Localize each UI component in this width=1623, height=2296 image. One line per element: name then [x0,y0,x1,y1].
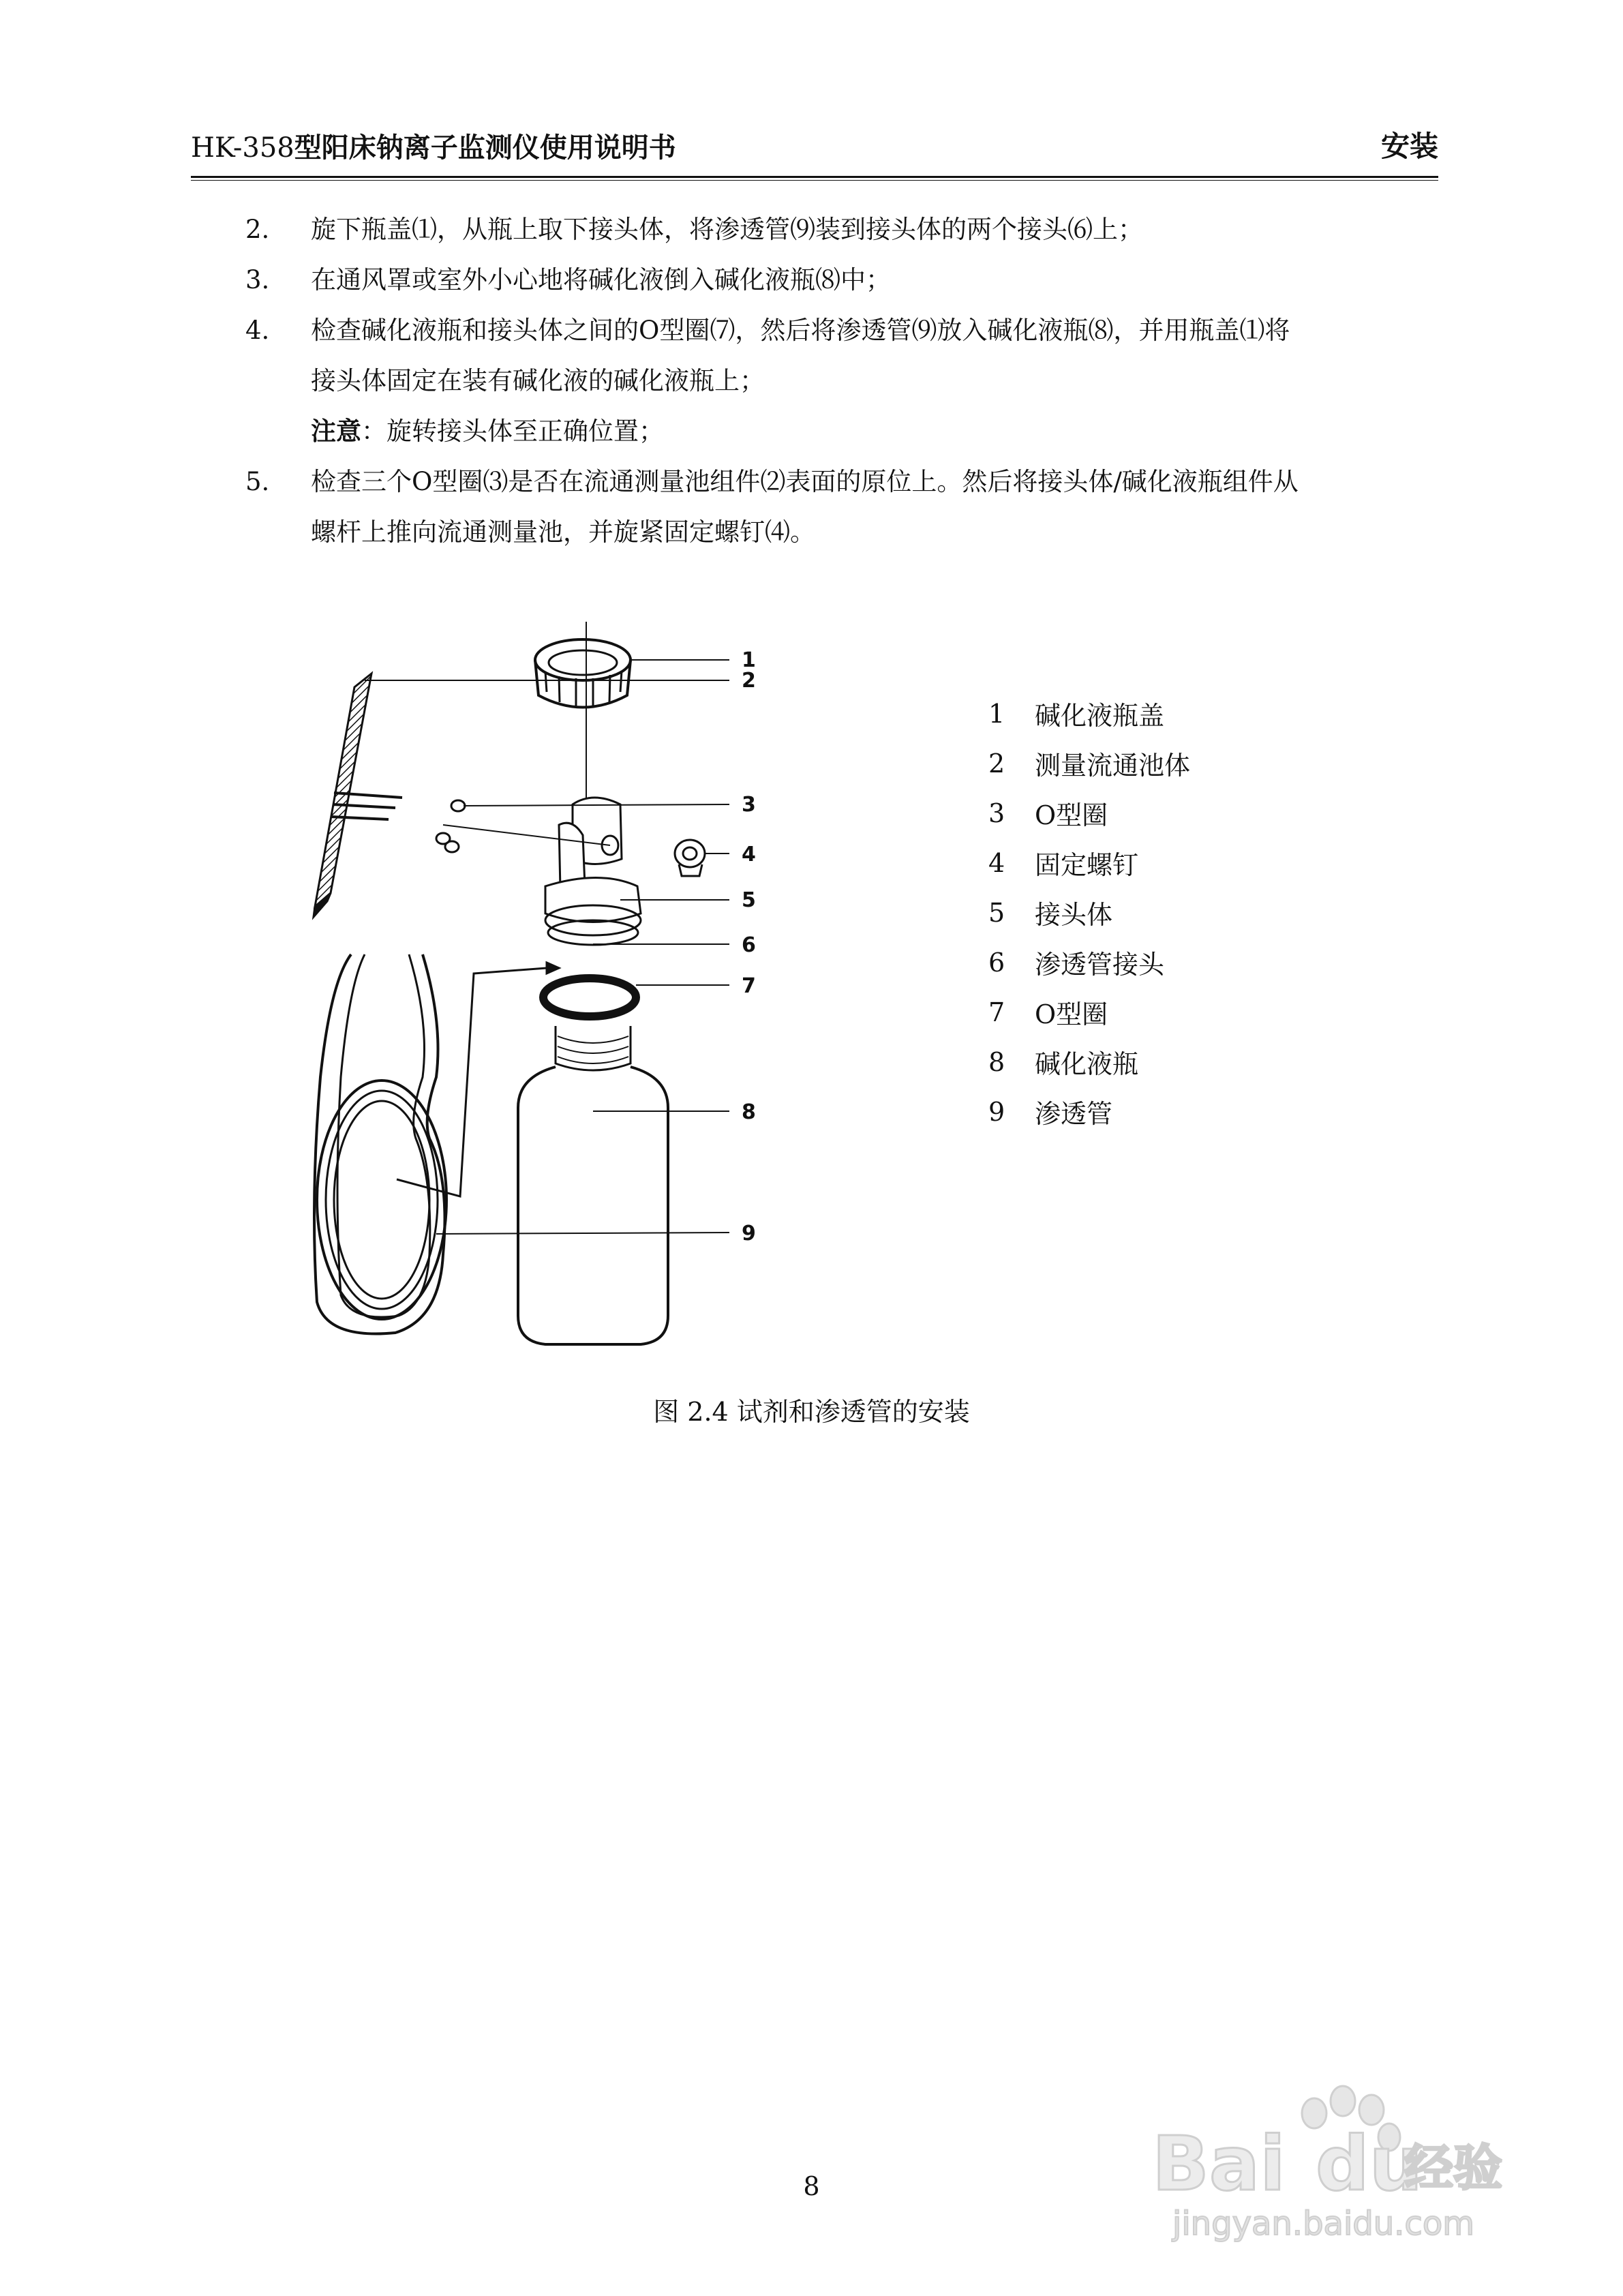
arrow-head [547,963,559,973]
legend-number: 2 [988,748,1005,779]
legend-label: 渗透管接头 [1035,950,1165,980]
legend-label: O型圈 [1035,800,1108,830]
legend-number: 1 [988,698,1005,729]
parts-legend [988,689,1190,1136]
legend-item [988,937,1190,987]
callout-4: 4 [742,843,756,866]
header-rule [191,176,1438,178]
legend-number: 7 [988,997,1005,1027]
reagent-bottle [518,1026,668,1344]
callout-9: 9 [742,1222,756,1245]
legend-number: 9 [988,1096,1005,1127]
legend-label: 固定螺钉 [1035,850,1139,880]
legend-number: 3 [988,798,1005,828]
callout-1: 1 [742,648,756,672]
note-text: 旋转接头体至正确位置； [386,417,664,446]
baidu-jingyan-watermark [1145,2072,1527,2243]
callout-7: 7 [742,974,756,998]
legend-number: 5 [988,897,1005,928]
section-title: 安装 [1380,130,1438,163]
legend-number: 4 [988,847,1005,878]
document-title [191,126,676,165]
bottle-cap [535,639,631,708]
assembly-drawing [300,600,982,1377]
legend-label: 接头体 [1035,900,1113,930]
legend-number: 8 [988,1046,1005,1077]
assembly-diagram [300,600,982,1377]
tubing-arrow [397,968,547,1196]
note-separator: ： [361,417,386,446]
figure-caption: 图 2.4 试剂和渗透管的安装 [653,1397,970,1427]
step-line: 检查三个O型圈⑶是否在流通测量池组件⑵表面的原位上。然后将接头体/碱化液瓶组件从 [311,467,1299,496]
callout-2: 2 [742,669,756,693]
callout-numbers [742,648,756,1245]
step-number: 4. [245,316,270,345]
watermark-url: jingyan.baidu.com [1172,2205,1474,2243]
callout-6: 6 [742,933,756,957]
legend-item [988,1037,1190,1087]
legend-item [988,788,1190,838]
legend-label: O型圈 [1035,999,1108,1029]
legend-item [988,689,1190,738]
callout-8: 8 [742,1100,756,1124]
legend-item [988,987,1190,1037]
header-rule-thin [191,180,1438,181]
step-3 [245,255,1438,305]
note-label: 注意 [311,417,361,446]
legend-label: 碱化液瓶 [1035,1049,1139,1079]
step-2 [245,205,1438,255]
step-line: 接头体固定在装有碱化液的碱化液瓶上； [311,366,765,395]
legend-item [988,1087,1190,1136]
legend-number: 6 [988,947,1005,978]
legend-label: 渗透管 [1035,1099,1113,1129]
legend-label: 碱化液瓶盖 [1035,701,1165,731]
step-line: 旋下瓶盖⑴，从瓶上取下接头体，将渗透管⑼装到接头体的两个接头⑹上； [311,215,1143,244]
legend-item [988,888,1190,937]
document-name: 型阳床钠离子监测仪使用说明书 [294,132,676,164]
permeation-tubing [314,954,446,1334]
watermark-brand-du: du [1316,2120,1423,2207]
page-number: 8 [803,2171,820,2201]
watermark-brand: Bai [1152,2120,1286,2207]
connector-body [545,798,641,945]
legend-item [988,738,1190,788]
callout-3: 3 [742,793,756,817]
step-line: 检查碱化液瓶和接头体之间的O型圈⑺，然后将渗透管⑼放入碱化液瓶⑻，并用瓶盖⑴将 [311,316,1290,345]
step-number: 3. [245,265,270,294]
step-4 [245,305,1438,406]
step-5 [245,457,1438,558]
bottle-o-ring [543,978,636,1016]
watermark-suffix: 经验 [1404,2139,1503,2196]
model-code: HK-358 [191,132,294,164]
step-number: 5. [245,467,270,496]
legend-item [988,838,1190,888]
step-line: 螺杆上推向流通测量池，并旋紧固定螺钉⑷。 [311,517,815,547]
installation-steps [245,205,1438,558]
callout-5: 5 [742,888,756,912]
note [245,406,1438,457]
cell-body-plate [314,674,402,917]
legend-label: 测量流通池体 [1035,751,1191,781]
set-screw [675,840,705,876]
step-line: 在通风罩或室外小心地将碱化液倒入碱化液瓶⑻中； [311,265,891,294]
page-header [191,123,1438,170]
step-number: 2. [245,215,270,244]
